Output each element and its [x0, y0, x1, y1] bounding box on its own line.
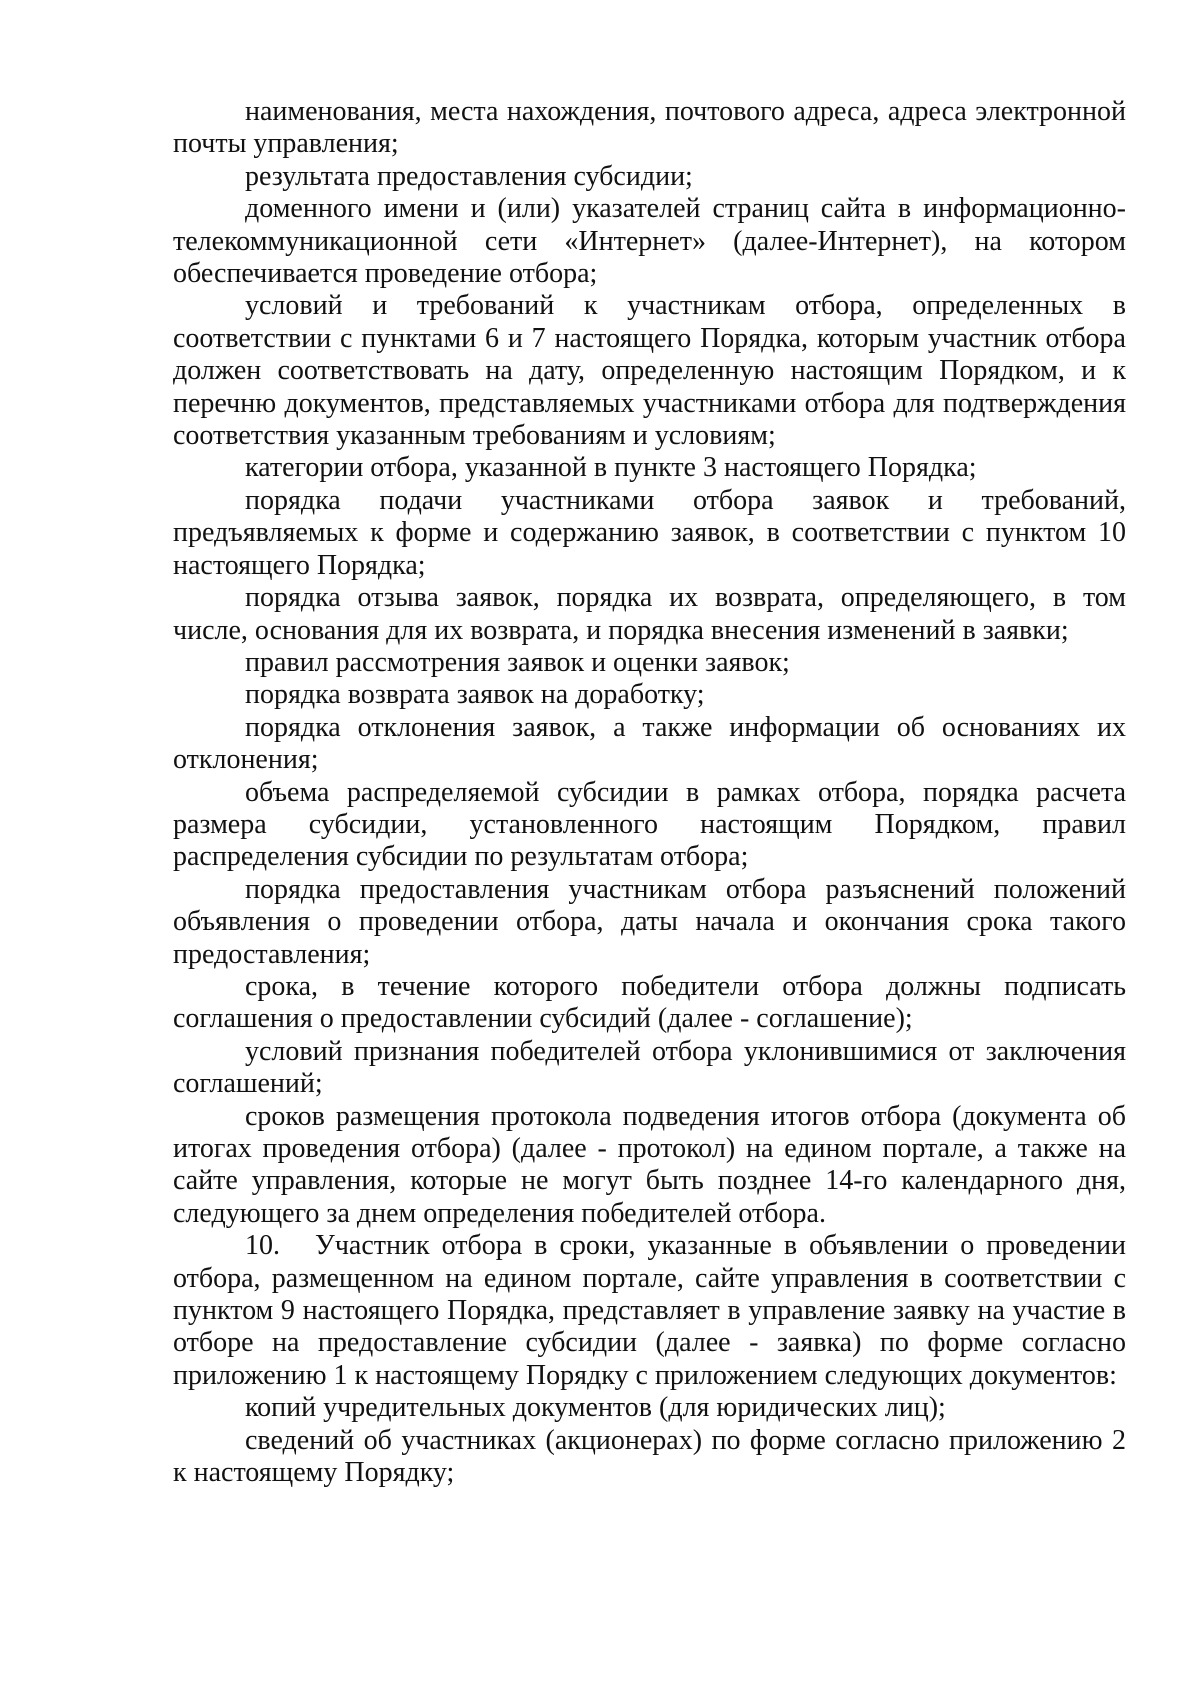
clause-10 — [173, 1230, 1126, 1392]
paragraph: наименования, места нахождения, почтового адреса, адреса электронной почты управления; — [173, 96, 1126, 160]
paragraph: объема распределяемой субсидии в рамках отбора, порядка расчета размера субсидии, установленного настоящим Порядком, правил распределения субсидии по результатам отбора; — [173, 776, 1126, 873]
paragraph: правил рассмотрения заявок и оценки заявок; — [245, 646, 790, 678]
paragraph: порядка отклонения заявок, а также информации об основаниях их отклонения; — [173, 711, 1126, 776]
clause-text: Участник отбора в сроки, указанные в объявлении о проведении отбора, размещенном на едином портале, сайте управления в соответствии с пунктом 9 настоящего Порядка, представляет в управление заявку на участие в отборе на предоставление субсидии (далее - заявка) по форме согласно приложению 1 к настоящему Порядку с приложением следующих документов: — [173, 1230, 1126, 1391]
paragraph: сведений об участниках (акционерах) по форме согласно приложению 2 к настоящему Порядку; — [173, 1424, 1126, 1489]
clause-number: 10. — [245, 1230, 280, 1262]
paragraph: порядка возврата заявок на доработку; — [245, 679, 705, 711]
paragraph: результата предоставления субсидии; — [245, 160, 693, 192]
paragraph: категории отбора, указанной в пункте 3 настоящего Порядка; — [245, 452, 977, 484]
paragraph: доменного имени и (или) указателей страниц сайта в информационно-телекоммуникационной сети «Интернет» (далее-Интернет), на котором обеспечивается проведение отбора; — [173, 193, 1126, 290]
paragraph: порядка подачи участниками отбора заявок и требований, предъявляемых к форме и содержанию заявок, в соответствии с пунктом 10 настоящего Порядка; — [173, 484, 1126, 581]
paragraph: копий учредительных документов (для юридических лиц); — [245, 1392, 946, 1424]
paragraph: срока, в течение которого победители отбора должны подписать соглашения о предоставлении субсидий (далее - соглашение); — [173, 970, 1126, 1035]
paragraph: порядка отзыва заявок, порядка их возврата, определяющего, в том числе, основания для их возврата, и порядка внесения изменений в заявки; — [173, 582, 1126, 646]
document-page — [173, 96, 1126, 1489]
paragraph: условий и требований к участникам отбора, определенных в соответствии с пунктами 6 и 7 настоящего Порядка, которым участник отбора должен соответствовать на дату, определенную настоящим Порядком, и к перечню документов, представляемых участниками отбора для подтверждения соответствия указанным требованиям и условиям; — [173, 290, 1126, 452]
paragraph: порядка предоставления участникам отбора разъяснений положений объявления о проведении отбора, даты начала и окончания срока такого предоставления; — [173, 873, 1126, 970]
paragraph: условий признания победителей отбора уклонившимися от заключения соглашений; — [173, 1035, 1126, 1100]
paragraph: сроков размещения протокола подведения итогов отбора (документа об итогах проведения отбора) (далее - протокол) на едином портале, а также на сайте управления, которые не могут быть позднее 14-го календарного дня, следующего за днем определения победителей отбора. — [173, 1100, 1126, 1229]
